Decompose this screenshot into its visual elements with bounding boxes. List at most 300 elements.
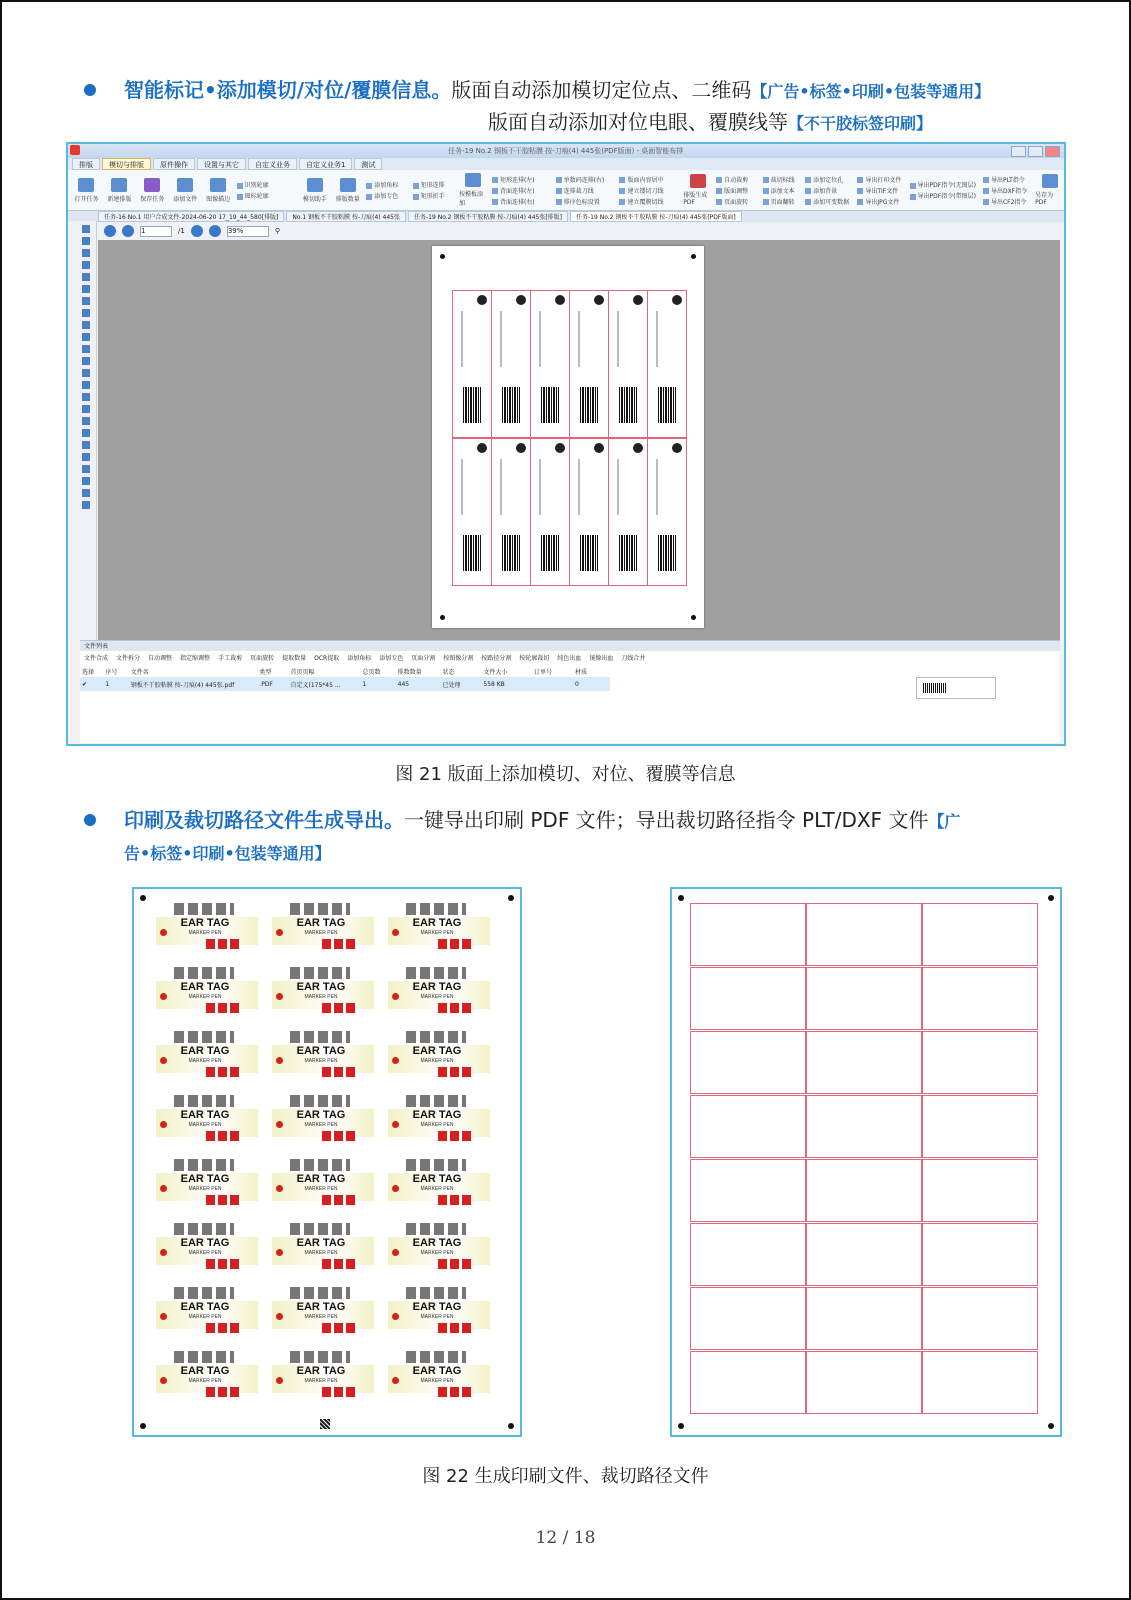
table-cell: 445: [397, 680, 410, 688]
registration-mark: [678, 1423, 684, 1429]
ear-tag-label: [380, 1031, 494, 1087]
file-tool-button[interactable]: 指定缩调整: [180, 654, 211, 662]
preview-thumbnail: [916, 677, 996, 699]
ear-tag-title: EAR TAG: [412, 981, 462, 993]
file-tool-button[interactable]: 文件拆分: [116, 654, 141, 662]
ribbon-group: [763, 175, 802, 206]
barcode-icon: [619, 387, 637, 423]
hazard-icons: [322, 1323, 356, 1333]
label-number-icon: [516, 443, 526, 453]
ribbon-button[interactable]: [1035, 174, 1064, 206]
ear-tag-title: EAR TAG: [412, 1301, 462, 1313]
menu-tab-active[interactable]: 模切与排版: [102, 158, 151, 170]
align-icon[interactable]: [82, 381, 90, 389]
barcode-icon: [580, 387, 598, 423]
marker-pen-subtitle: MARKER PEN: [304, 1122, 338, 1128]
grid-icon[interactable]: [82, 477, 90, 485]
ear-tag-title: EAR TAG: [296, 917, 346, 929]
table-row[interactable]: [80, 678, 610, 691]
instruction-icons: [174, 1031, 234, 1043]
registration-mark: [1048, 1423, 1054, 1429]
document-tab[interactable]: No.1 钢板不干胶粘膜 按-刀痕(4) 445张: [286, 211, 406, 222]
red-dot-icon: [392, 1249, 399, 1256]
hazard-icons: [206, 1323, 240, 1333]
document-tab[interactable]: 任务-19 No.2 钢板不干胶粘膜 按-刀痕(4) 445张[排版]: [408, 211, 568, 222]
cut-path-rectangle: [690, 1287, 806, 1350]
ribbon-button-label: 按模板添加: [459, 191, 484, 207]
tool-icon[interactable]: [82, 321, 90, 329]
hazard-icons: [322, 1003, 356, 1013]
hazard-icons: [322, 1067, 356, 1077]
ear-tag-label: [380, 1287, 494, 1343]
column-header: 选择: [82, 668, 95, 676]
red-dot-icon: [160, 1185, 167, 1192]
section-1-desc-1: 版面自动添加模切定位点、二维码: [451, 78, 752, 102]
ear-tag-title: EAR TAG: [412, 1237, 462, 1249]
ribbon-toolbar: [68, 170, 1064, 211]
left-tool-strip: [68, 221, 97, 641]
ribbon-item[interactable]: 添加专色: [366, 191, 408, 200]
ribbon-item[interactable]: 添加定位孔: [805, 175, 853, 184]
red-dot-icon: [276, 1377, 283, 1384]
ribbon-group: [805, 175, 853, 206]
column-header: 类型: [259, 668, 272, 676]
align-icon[interactable]: [82, 429, 90, 437]
menu-tab[interactable]: 设置与其它: [197, 158, 246, 170]
cut-path-rectangle: [806, 1287, 922, 1350]
cut-path-rectangle: [690, 1095, 806, 1158]
document-tab-active[interactable]: 任务-19 No.2 钢板不干胶粘膜 按-刀痕(4) 445张[PDF版面]: [570, 211, 742, 222]
document-tab[interactable]: 任务-16 No.1 用户合成文件-2024-06-20 17_19_44_580[排版]: [98, 211, 284, 222]
file-tool-button[interactable]: 按轮廓裁切: [519, 654, 550, 662]
ribbon-item[interactable]: 版面调整: [716, 186, 758, 195]
red-dot-icon: [392, 993, 399, 1000]
zoom-icon[interactable]: ⚲: [274, 227, 280, 235]
cut-path-rectangle: [806, 903, 922, 966]
cut-path-rectangle: [806, 1031, 922, 1094]
marker-pen-subtitle: MARKER PEN: [188, 1186, 222, 1192]
section-2-heading: [84, 806, 1064, 866]
column-header: 文件大小: [483, 668, 508, 676]
registration-mark: [440, 615, 445, 620]
instruction-icons: [406, 967, 466, 979]
next-page-icon[interactable]: [191, 225, 203, 237]
ribbon-item[interactable]: 导出打印文件: [857, 175, 905, 184]
hazard-icons: [322, 939, 356, 949]
registration-mark: [140, 1423, 146, 1429]
ribbon-button[interactable]: [138, 178, 167, 203]
layout-sheet: [432, 246, 704, 628]
ribbon-button-label: 排版数量: [335, 195, 360, 203]
marker-pen-subtitle: MARKER PEN: [304, 1058, 338, 1064]
red-dot-icon: [276, 929, 283, 936]
ear-tag-label: [148, 903, 262, 959]
align-icon[interactable]: [82, 417, 90, 425]
column-header: 订单号: [534, 668, 553, 676]
ribbon-button[interactable]: [683, 174, 712, 206]
ribbon-item[interactable]: 自动裁剪: [716, 175, 758, 184]
instruction-icons: [290, 1223, 350, 1235]
label-cell: [452, 290, 492, 438]
ribbon-item[interactable]: 背面连排(右): [492, 197, 552, 206]
ribbon-item[interactable]: 导出CF2指令: [983, 197, 1031, 206]
ribbon-group: [366, 180, 408, 200]
section-2-tag-a: 【广: [928, 812, 961, 831]
file-tool-button[interactable]: 按路径分割: [481, 654, 512, 662]
align-icon[interactable]: [82, 453, 90, 461]
instruction-icons: [174, 1159, 234, 1171]
marker-pen-subtitle: MARKER PEN: [188, 930, 222, 936]
prev-page-icon[interactable]: [122, 225, 134, 237]
ear-tag-title: EAR TAG: [180, 917, 230, 929]
red-dot-icon: [392, 1313, 399, 1320]
table-cell: 558 KB: [483, 680, 505, 688]
cut-path-rectangle: [922, 1095, 1038, 1158]
file-tool-button[interactable]: 纯色出血: [557, 654, 582, 662]
file-tool-button[interactable]: 自动调整: [148, 654, 173, 662]
instruction-icons: [174, 1095, 234, 1107]
label-number-icon: [477, 443, 487, 453]
ribbon-group: [983, 175, 1031, 206]
column-header: 状态: [442, 668, 455, 676]
label-number-icon: [555, 443, 565, 453]
save-icon: [144, 178, 160, 192]
close-icon[interactable]: [1045, 146, 1060, 157]
ribbon-item[interactable]: 导出TIF文件: [857, 186, 905, 195]
file-list-panel: [80, 640, 1060, 743]
align-icon[interactable]: [82, 441, 90, 449]
cut-path-rectangle: [690, 1351, 806, 1414]
cut-path-rectangle: [922, 1223, 1038, 1286]
tool-icon[interactable]: [82, 225, 90, 233]
label-text-lines: [617, 459, 619, 515]
hazard-icons: [438, 1387, 472, 1397]
ear-tag-title: EAR TAG: [180, 1365, 230, 1377]
marker-pen-subtitle: MARKER PEN: [420, 1314, 454, 1320]
label-text-lines: [500, 311, 502, 367]
section-1-title: 智能标记•添加模切/对位/覆膜信息。: [124, 78, 452, 102]
tool-icon[interactable]: [82, 345, 90, 353]
barcode-icon: [502, 387, 520, 423]
cut-path-rectangle: [806, 1095, 922, 1158]
ear-tag-label: [380, 1159, 494, 1215]
marker-pen-subtitle: MARKER PEN: [304, 1314, 338, 1320]
marker-pen-subtitle: MARKER PEN: [420, 1122, 454, 1128]
column-header: 文件名: [130, 668, 149, 676]
window-titlebar: [68, 144, 1064, 158]
ear-tag-label: [148, 1223, 262, 1279]
file-list-toolbar: [80, 651, 1060, 663]
ribbon-item[interactable]: 页面旋转: [716, 197, 758, 206]
tool-icon[interactable]: [82, 249, 90, 257]
marker-pen-subtitle: MARKER PEN: [420, 1186, 454, 1192]
ear-tag-title: EAR TAG: [180, 1301, 230, 1313]
menu-tab[interactable]: 自定义业务: [248, 158, 297, 170]
red-dot-icon: [160, 1249, 167, 1256]
ribbon-item[interactable]: 建立镂切刀线: [619, 186, 679, 195]
ribbon-item[interactable]: 单数码连排(右): [556, 175, 616, 184]
ribbon-item[interactable]: 导出PDF指令(无图层): [910, 180, 979, 189]
marker-pen-subtitle: MARKER PEN: [304, 1186, 338, 1192]
table-header: [80, 665, 610, 678]
label-cell: [647, 290, 687, 438]
ribbon-item[interactable]: 裁切标线: [763, 175, 802, 184]
bullet-icon: [84, 84, 96, 96]
ear-tag-title: EAR TAG: [412, 1365, 462, 1377]
ear-tag-label: [380, 967, 494, 1023]
label-cell: [569, 290, 609, 438]
menu-tab[interactable]: 排版: [72, 158, 100, 170]
ribbon-button-label: 另存为PDF: [1035, 192, 1054, 206]
ribbon-item[interactable]: 添加背景: [805, 186, 853, 195]
ribbon-item[interactable]: 矩形折手: [413, 191, 455, 200]
menu-tab[interactable]: 原件操作: [153, 158, 195, 170]
hazard-icons: [322, 1131, 356, 1141]
barcode-icon: [923, 683, 947, 693]
label-text-lines: [617, 311, 619, 367]
file-tool-button[interactable]: 按图像分割: [443, 654, 474, 662]
ribbon-button[interactable]: [171, 178, 200, 203]
menu-tab[interactable]: 自定义业务1: [299, 158, 352, 170]
ribbon-item[interactable]: 矩形连排(左): [492, 175, 552, 184]
file-tool-button[interactable]: OCR提取: [314, 654, 340, 662]
image-outline-icon: [210, 178, 226, 192]
last-page-icon[interactable]: [209, 225, 221, 237]
ribbon-button[interactable]: [72, 178, 101, 203]
ear-tag-title: EAR TAG: [296, 1365, 346, 1377]
ribbon-group: [237, 180, 297, 200]
instruction-icons: [174, 1351, 234, 1363]
maximize-icon[interactable]: [1028, 146, 1043, 157]
ribbon-item[interactable]: 图标轮廓: [237, 191, 297, 200]
label-number-icon: [672, 443, 682, 453]
arrow-up-icon[interactable]: [82, 273, 90, 281]
ribbon-item[interactable]: 导出DXF指令: [983, 186, 1031, 195]
ribbon-group: [619, 175, 679, 206]
zoom-select[interactable]: 39%: [227, 226, 269, 237]
ear-tag-label: [380, 1095, 494, 1151]
ribbon-item[interactable]: 建立覆膜切线: [619, 197, 679, 206]
red-dot-icon: [160, 993, 167, 1000]
file-tool-button[interactable]: 提取数量: [282, 654, 307, 662]
marker-pen-subtitle: MARKER PEN: [304, 1250, 338, 1256]
section-2-title: 印刷及裁切路径文件生成导出。: [124, 808, 404, 832]
tool-icon[interactable]: [82, 261, 90, 269]
grid-icon[interactable]: [82, 501, 90, 509]
red-dot-icon: [160, 1313, 167, 1320]
section-2-tag-b: 告•标签•印刷•包装等通用】: [124, 844, 331, 863]
arrow-down-icon[interactable]: [82, 297, 90, 305]
menu-tab[interactable]: 测试: [354, 158, 382, 170]
cut-path-rectangle: [806, 1351, 922, 1414]
page-input[interactable]: 1: [140, 226, 172, 237]
first-page-icon[interactable]: [104, 225, 116, 237]
file-tool-button[interactable]: 页面分割: [411, 654, 436, 662]
ribbon-button[interactable]: [300, 178, 329, 203]
label-cell: [530, 290, 570, 438]
label-number-icon: [594, 295, 604, 305]
file-tool-button[interactable]: 刀线合并: [621, 654, 646, 662]
layout-count-icon: [340, 178, 356, 192]
ribbon-item[interactable]: 添加角标: [366, 180, 408, 189]
minimize-icon[interactable]: [1011, 146, 1026, 157]
align-icon[interactable]: [82, 369, 90, 377]
hazard-icons: [206, 1003, 240, 1013]
table-cell: 0: [574, 680, 579, 688]
barcode-icon: [541, 387, 559, 423]
cut-path-rectangle: [690, 967, 806, 1030]
marker-pen-subtitle: MARKER PEN: [188, 1058, 222, 1064]
instruction-icons: [290, 1351, 350, 1363]
tool-icon[interactable]: [82, 357, 90, 365]
hazard-icons: [206, 1131, 240, 1141]
instruction-icons: [174, 1287, 234, 1299]
red-dot-icon: [392, 929, 399, 936]
align-icon[interactable]: [82, 405, 90, 413]
ribbon-item[interactable]: 导出PLT指令: [983, 175, 1031, 184]
die-cut-helper-icon: [307, 178, 323, 192]
ribbon-button-label: 新建排版: [107, 195, 132, 203]
ribbon-button[interactable]: [204, 178, 233, 203]
red-dot-icon: [276, 1249, 283, 1256]
ear-tag-label: [148, 1159, 262, 1215]
label-text-lines: [578, 311, 580, 367]
hazard-icons: [438, 1259, 472, 1269]
cut-path-rectangle: [922, 1287, 1038, 1350]
ribbon-group: [492, 175, 552, 206]
ribbon-item[interactable]: 导出PDF指令(带图层): [910, 191, 979, 200]
menu-tabs: [68, 158, 1064, 170]
registration-mark: [691, 615, 696, 620]
ribbon-item[interactable]: 连排裁刀线: [556, 186, 616, 195]
red-dot-icon: [160, 1057, 167, 1064]
ribbon-item[interactable]: 添加可变数据: [805, 197, 853, 206]
qr-code-icon: [320, 1419, 330, 1429]
ribbon-button-label: 保存任务: [140, 195, 165, 203]
cut-path-rectangle: [922, 967, 1038, 1030]
barcode-icon: [619, 535, 637, 571]
ribbon-item[interactable]: 页面翻转: [763, 197, 802, 206]
label-text-lines: [539, 459, 541, 515]
ribbon-group: [716, 175, 758, 206]
instruction-icons: [406, 903, 466, 915]
page-total: /1: [178, 227, 185, 235]
ribbon-button[interactable]: [459, 173, 488, 207]
red-dot-icon: [276, 993, 283, 1000]
marker-pen-subtitle: MARKER PEN: [304, 994, 338, 1000]
file-tool-button[interactable]: 手工裁剪: [218, 654, 243, 662]
file-tool-button[interactable]: 添加角标: [347, 654, 372, 662]
label-number-icon: [633, 443, 643, 453]
ribbon-item[interactable]: 版面内容居中: [619, 175, 679, 184]
hazard-icons: [438, 1323, 472, 1333]
instruction-icons: [174, 903, 234, 915]
ribbon-item[interactable]: 添加文本: [763, 186, 802, 195]
column-header: 排数数量: [397, 668, 422, 676]
red-dot-icon: [160, 1377, 167, 1384]
label-cell: [608, 290, 648, 438]
column-header: 序号: [105, 668, 118, 676]
ear-tag-title: EAR TAG: [296, 981, 346, 993]
instruction-icons: [406, 1223, 466, 1235]
table-cell: .PDF: [259, 680, 273, 688]
cut-path-rectangle: [806, 1159, 922, 1222]
print-file-preview: [132, 887, 522, 1437]
table-cell: ✔: [82, 680, 88, 688]
ear-tag-label: [148, 1095, 262, 1151]
label-text-lines: [461, 311, 463, 367]
file-tool-button[interactable]: 添加专色: [379, 654, 404, 662]
instruction-icons: [290, 967, 350, 979]
ribbon-item[interactable]: 识别轮廓: [237, 180, 297, 189]
grid-icon[interactable]: [82, 465, 90, 473]
align-icon[interactable]: [82, 393, 90, 401]
ribbon-button[interactable]: [105, 178, 134, 203]
label-cell: [608, 438, 648, 586]
label-text-lines: [461, 459, 463, 515]
ribbon-item[interactable]: 背面连排(左): [492, 186, 552, 195]
ear-tag-title: EAR TAG: [412, 1173, 462, 1185]
ribbon-item[interactable]: 排序色标设置: [556, 197, 616, 206]
label-cell: [569, 438, 609, 586]
hazard-icons: [322, 1387, 356, 1397]
cut-path-rectangle: [806, 1223, 922, 1286]
ear-tag-title: EAR TAG: [296, 1109, 346, 1121]
pdf-icon: [690, 174, 706, 188]
ear-tag-title: EAR TAG: [412, 917, 462, 929]
file-tool-button[interactable]: 页面旋转: [250, 654, 275, 662]
label-number-icon: [516, 295, 526, 305]
tool-icon[interactable]: [82, 333, 90, 341]
registration-mark: [508, 895, 514, 901]
ribbon-button-label: 排版生成PDF: [683, 192, 708, 206]
ribbon-item[interactable]: 矩形连排: [413, 180, 455, 189]
file-table: [80, 665, 610, 691]
hazard-icons: [206, 939, 240, 949]
grid-icon[interactable]: [82, 489, 90, 497]
ear-tag-label: [264, 967, 378, 1023]
arrow-left-icon[interactable]: [82, 285, 90, 293]
layout-canvas[interactable]: [98, 240, 1060, 640]
ribbon-button[interactable]: [333, 178, 362, 203]
label-text-lines: [500, 459, 502, 515]
hazard-icons: [438, 1195, 472, 1205]
tool-icon[interactable]: [82, 237, 90, 245]
label-cell: [452, 438, 492, 586]
ear-tag-label: [148, 967, 262, 1023]
red-dot-icon: [392, 1121, 399, 1128]
page-number: 12 / 18: [535, 1528, 596, 1548]
arrow-right-icon[interactable]: [82, 309, 90, 317]
column-header: 总页数: [362, 668, 381, 676]
cut-path-rectangle: [690, 1031, 806, 1094]
ear-tag-label: [264, 1351, 378, 1407]
hazard-icons: [206, 1067, 240, 1077]
ribbon-button-label: 添加文件: [173, 195, 198, 203]
section-1-desc-2: 版面自动添加对位电眼、覆膜线等: [488, 110, 788, 134]
file-tool-button[interactable]: 镜像出血: [589, 654, 614, 662]
ear-tag-label: [264, 1031, 378, 1087]
open-task-icon: [78, 178, 94, 192]
ribbon-item[interactable]: 导出JPG文件: [857, 197, 905, 206]
marker-pen-subtitle: MARKER PEN: [420, 1250, 454, 1256]
instruction-icons: [406, 1159, 466, 1171]
barcode-icon: [658, 387, 676, 423]
label-cell: [491, 290, 531, 438]
instruction-icons: [406, 1031, 466, 1043]
software-window-screenshot: [66, 142, 1066, 746]
file-tool-button[interactable]: 文件合成: [84, 654, 109, 662]
